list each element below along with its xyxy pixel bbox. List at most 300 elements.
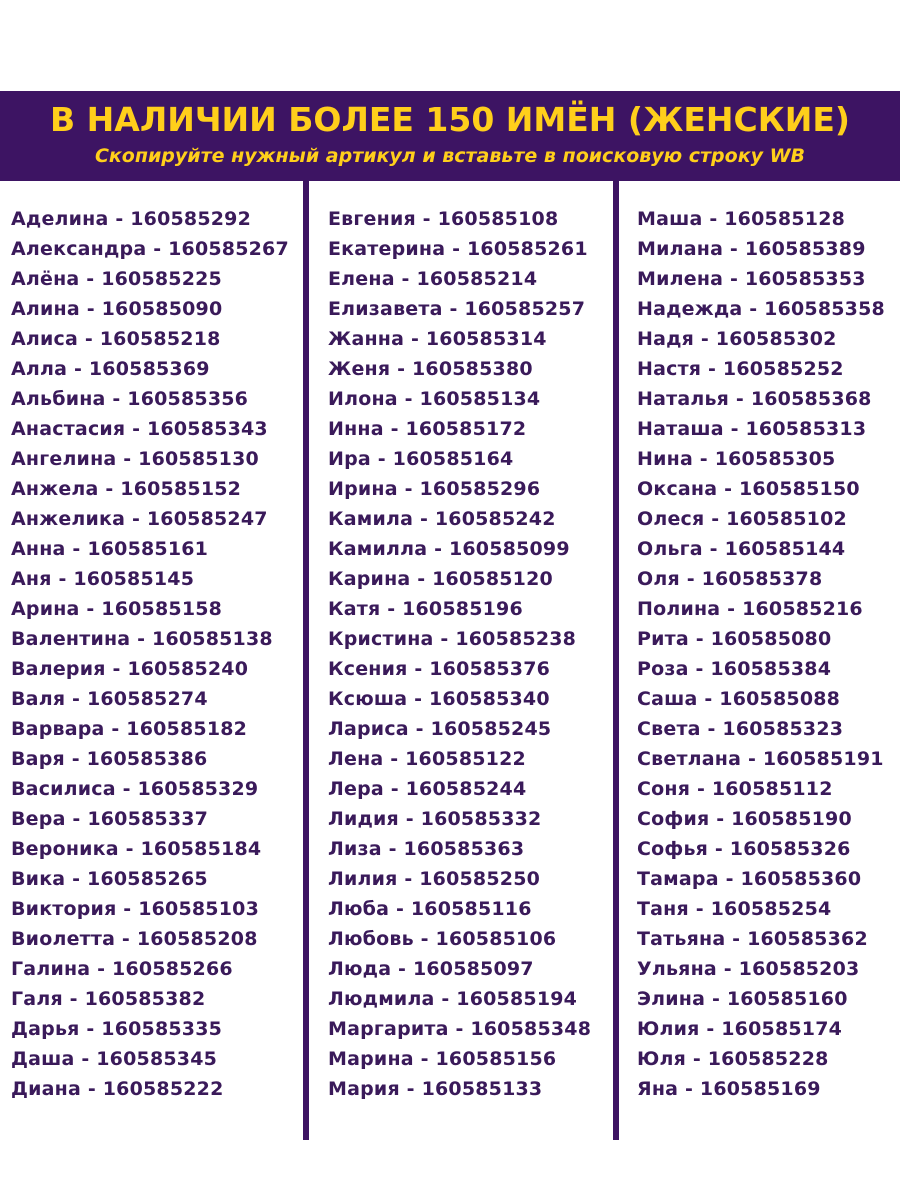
list-item: [637, 414, 885, 444]
separator: -: [415, 208, 438, 230]
separator: -: [125, 418, 148, 440]
list-item: [637, 204, 885, 234]
separator: -: [717, 478, 739, 500]
list-item: [11, 504, 289, 534]
list-item: [11, 834, 289, 864]
list-item: [637, 684, 885, 714]
list-item: [11, 444, 289, 474]
list-item: [328, 774, 591, 804]
item-name: Алиса: [11, 328, 79, 350]
item-sku: 160585225: [101, 268, 222, 290]
item-name: Элина: [637, 988, 706, 1010]
item-name: Варя: [11, 748, 65, 770]
separator: -: [413, 508, 435, 530]
item-name: Лена: [328, 748, 384, 770]
list-item: [637, 834, 885, 864]
separator: -: [64, 748, 87, 770]
list-item: [637, 1044, 885, 1074]
item-name: Варвара: [11, 718, 105, 740]
separator: -: [720, 598, 743, 620]
list-item: [328, 294, 591, 324]
item-sku: 160585265: [87, 868, 208, 890]
item-sku: 160585329: [137, 778, 259, 800]
list-item: [11, 984, 289, 1014]
item-name: Саша: [637, 688, 698, 710]
separator: -: [398, 808, 421, 830]
item-sku: 160585368: [750, 388, 872, 410]
separator: -: [434, 988, 457, 1010]
item-sku: 160585194: [456, 988, 578, 1010]
separator: -: [397, 388, 420, 410]
item-name: Юлия: [637, 1018, 700, 1040]
item-sku: 160585184: [140, 838, 262, 860]
item-name: Маргарита: [328, 1018, 449, 1040]
item-name: Женя: [328, 358, 391, 380]
separator: -: [442, 298, 465, 320]
item-name: Елизавета: [328, 298, 443, 320]
item-sku: 160585245: [430, 718, 552, 740]
list-item: [637, 324, 885, 354]
separator: -: [105, 388, 128, 410]
separator: -: [79, 298, 102, 320]
item-sku: 160585323: [722, 718, 844, 740]
item-sku: 160585360: [740, 868, 862, 890]
item-name: Рита: [637, 628, 689, 650]
separator: -: [702, 538, 725, 560]
page-title: В НАЛИЧИИ БОЛЕЕ 150 ИМЁН (ЖЕНСКИЕ): [50, 100, 850, 139]
item-name: Илона: [328, 388, 398, 410]
separator: -: [90, 958, 113, 980]
item-name: Милена: [637, 268, 724, 290]
separator: -: [716, 958, 739, 980]
separator: -: [65, 538, 88, 560]
list-item: [637, 294, 885, 324]
item-name: Мария: [328, 1078, 400, 1100]
item-name: Василиса: [11, 778, 116, 800]
item-name: Виолетта: [11, 928, 116, 950]
item-name: Валя: [11, 688, 66, 710]
item-name: Лилия: [328, 868, 398, 890]
separator: -: [729, 388, 751, 410]
separator: -: [390, 358, 412, 380]
separator: -: [115, 778, 138, 800]
item-sku: 160585382: [84, 988, 206, 1010]
item-name: Карина: [328, 568, 411, 590]
item-name: Камилла: [328, 538, 428, 560]
item-name: Дарья: [11, 1018, 80, 1040]
item-name: Анна: [11, 538, 66, 560]
item-sku: 160585362: [747, 928, 868, 950]
separator: -: [389, 898, 411, 920]
list-item: [11, 1044, 289, 1074]
list-item: [11, 864, 289, 894]
list-item: [637, 624, 885, 654]
list-item: [11, 684, 289, 714]
list-item: [637, 864, 885, 894]
item-name: Аня: [11, 568, 52, 590]
item-sku: 160585337: [87, 808, 209, 830]
item-name: Катя: [328, 598, 381, 620]
item-sku: 160585120: [432, 568, 553, 590]
separator: -: [116, 898, 139, 920]
separator: -: [413, 1048, 436, 1070]
item-name: Светлана: [637, 748, 742, 770]
list-item: [328, 924, 591, 954]
list-item: [328, 444, 591, 474]
item-sku: 160585190: [731, 808, 852, 830]
list-item: [11, 804, 289, 834]
item-name: Ира: [328, 448, 371, 470]
list-item: [328, 594, 591, 624]
item-name: Яна: [637, 1078, 679, 1100]
item-sku: 160585134: [419, 388, 541, 410]
item-name: Олеся: [637, 508, 705, 530]
item-sku: 160585169: [699, 1078, 821, 1100]
separator: -: [688, 898, 711, 920]
separator: -: [692, 448, 715, 470]
item-name: Люба: [328, 898, 390, 920]
separator: -: [723, 238, 745, 260]
list-item: [637, 744, 885, 774]
item-sku: 160585108: [437, 208, 559, 230]
list-item: [328, 894, 591, 924]
item-name: Света: [637, 718, 701, 740]
item-name: Алёна: [11, 268, 80, 290]
item-sku: 160585250: [419, 868, 541, 890]
item-sku: 160585191: [762, 748, 884, 770]
item-name: Вика: [11, 868, 66, 890]
item-name: Маша: [637, 208, 703, 230]
separator: -: [65, 688, 87, 710]
item-name: Инна: [328, 418, 384, 440]
list-item: [637, 234, 885, 264]
item-sku: 160585103: [138, 898, 259, 920]
list-item: [11, 774, 289, 804]
item-name: Альбина: [11, 388, 106, 410]
item-name: Лидия: [328, 808, 399, 830]
separator: -: [433, 628, 456, 650]
list-item: [328, 534, 591, 564]
item-sku: 160585380: [412, 358, 533, 380]
list-item: [328, 684, 591, 714]
list-item: [328, 204, 591, 234]
separator: -: [413, 928, 436, 950]
item-sku: 160585208: [136, 928, 258, 950]
item-sku: 160585376: [429, 658, 551, 680]
item-name: Софья: [637, 838, 709, 860]
separator: -: [723, 418, 746, 440]
separator: -: [410, 568, 433, 590]
separator: -: [125, 508, 147, 530]
list-item: [637, 534, 885, 564]
item-name: Наталья: [637, 388, 730, 410]
item-sku: 160585174: [721, 1018, 843, 1040]
item-sku: 160585369: [88, 358, 210, 380]
item-name: Соня: [637, 778, 691, 800]
item-sku: 160585156: [435, 1048, 557, 1070]
item-sku: 160585238: [455, 628, 577, 650]
separator: -: [370, 448, 393, 470]
separator: -: [146, 238, 169, 260]
separator: -: [383, 748, 406, 770]
list-item: [328, 324, 591, 354]
separator: -: [51, 568, 74, 590]
item-name: София: [637, 808, 710, 830]
list-item: [11, 414, 289, 444]
item-name: Оксана: [637, 478, 718, 500]
separator: -: [741, 748, 763, 770]
list-item: [11, 594, 289, 624]
item-sku: 160585261: [466, 238, 588, 260]
separator: -: [718, 868, 741, 890]
item-sku: 160585099: [448, 538, 570, 560]
list-item: [11, 234, 289, 264]
item-name: Любовь: [328, 928, 414, 950]
item-sku: 160585389: [744, 238, 866, 260]
separator: -: [678, 1078, 700, 1100]
separator: -: [130, 628, 153, 650]
item-name: Надя: [637, 328, 695, 350]
list-item: [11, 354, 289, 384]
separator: -: [688, 658, 711, 680]
item-sku: 160585088: [719, 688, 841, 710]
list-item: [328, 474, 591, 504]
list-item: [328, 654, 591, 684]
item-sku: 160585182: [126, 718, 248, 740]
item-sku: 160585358: [764, 298, 885, 320]
page-subtitle: Скопируйте нужный артикул и вставьте в поисковую строку WB: [94, 145, 806, 167]
item-sku: 160585090: [101, 298, 223, 320]
item-sku: 160585216: [742, 598, 863, 620]
item-sku: 160585214: [416, 268, 538, 290]
item-name: Нина: [637, 448, 693, 470]
separator: -: [108, 208, 131, 230]
item-sku: 160585313: [745, 418, 867, 440]
list-item: [11, 204, 289, 234]
separator: -: [116, 448, 139, 470]
separator: -: [81, 1078, 103, 1100]
item-sku: 160585266: [112, 958, 233, 980]
list-item: [11, 954, 289, 984]
separator: -: [704, 508, 727, 530]
separator: -: [701, 358, 723, 380]
item-sku: 160585128: [724, 208, 846, 230]
separator: -: [394, 268, 417, 290]
separator: -: [67, 358, 89, 380]
item-sku: 160585296: [419, 478, 541, 500]
item-sku: 160585257: [464, 298, 586, 320]
item-sku: 160585172: [405, 418, 527, 440]
item-sku: 160585314: [425, 328, 547, 350]
list-item: [11, 564, 289, 594]
list-item: [11, 894, 289, 924]
item-name: Ангелина: [11, 448, 117, 470]
item-name: Милана: [637, 238, 724, 260]
separator: -: [709, 808, 732, 830]
item-sku: 160585247: [146, 508, 268, 530]
list-item: [328, 504, 591, 534]
item-sku: 160585152: [120, 478, 242, 500]
list-item: [637, 654, 885, 684]
item-sku: 160585133: [421, 1078, 543, 1100]
list-item: [637, 1014, 885, 1044]
separator: -: [383, 778, 406, 800]
item-sku: 160585102: [726, 508, 847, 530]
item-sku: 160585384: [710, 658, 832, 680]
item-sku: 160585343: [147, 418, 268, 440]
item-name: Алина: [11, 298, 80, 320]
item-sku: 160585292: [130, 208, 252, 230]
separator: -: [79, 598, 102, 620]
item-name: Валерия: [11, 658, 106, 680]
item-name: Полина: [637, 598, 721, 620]
item-sku: 160585203: [738, 958, 860, 980]
item-sku: 160585305: [714, 448, 836, 470]
separator: -: [391, 958, 413, 980]
list-item: [637, 714, 885, 744]
item-name: Евгения: [328, 208, 416, 230]
column-divider-right: [613, 181, 619, 1140]
item-name: Диана: [11, 1078, 82, 1100]
separator: -: [397, 478, 420, 500]
separator: -: [697, 688, 720, 710]
separator: -: [62, 988, 85, 1010]
list-item: [11, 384, 289, 414]
item-name: Екатерина: [328, 238, 446, 260]
list-item: [11, 624, 289, 654]
item-name: Арина: [11, 598, 80, 620]
separator: -: [407, 658, 430, 680]
names-column-2: [328, 204, 591, 1104]
separator: -: [98, 478, 121, 500]
header-banner: [0, 91, 900, 181]
item-sku: 160585222: [102, 1078, 224, 1100]
separator: -: [65, 868, 88, 890]
item-name: Татьяна: [637, 928, 726, 950]
item-sku: 160585196: [402, 598, 523, 620]
item-sku: 160585097: [412, 958, 534, 980]
item-name: Анастасия: [11, 418, 126, 440]
list-item: [11, 1014, 289, 1044]
list-item: [637, 594, 885, 624]
list-item: [637, 264, 885, 294]
item-sku: 160585122: [405, 748, 526, 770]
item-name: Александра: [11, 238, 147, 260]
separator: -: [105, 658, 128, 680]
separator: -: [708, 838, 730, 860]
list-item: [637, 924, 885, 954]
item-sku: 160585130: [138, 448, 259, 470]
item-sku: 160585274: [86, 688, 208, 710]
separator: -: [705, 988, 727, 1010]
item-name: Люда: [328, 958, 392, 980]
item-sku: 160585240: [127, 658, 249, 680]
item-sku: 160585144: [724, 538, 846, 560]
list-item: [11, 1074, 289, 1104]
list-item: [328, 414, 591, 444]
list-item: [637, 774, 885, 804]
list-item: [328, 234, 591, 264]
list-item: [328, 864, 591, 894]
item-name: Настя: [637, 358, 702, 380]
item-sku: 160585112: [711, 778, 833, 800]
list-item: [328, 564, 591, 594]
item-name: Алла: [11, 358, 68, 380]
separator: -: [65, 808, 88, 830]
item-sku: 160585228: [707, 1048, 829, 1070]
item-name: Юля: [637, 1048, 687, 1070]
item-sku: 160585116: [410, 898, 532, 920]
list-item: [328, 1074, 591, 1104]
separator: -: [381, 838, 404, 860]
list-item: [637, 984, 885, 1014]
item-name: Вера: [11, 808, 66, 830]
item-sku: 160585244: [405, 778, 527, 800]
item-name: Камила: [328, 508, 414, 530]
item-name: Ксюша: [328, 688, 408, 710]
separator: -: [115, 928, 137, 950]
item-sku: 160585356: [127, 388, 249, 410]
names-column-1: [11, 204, 289, 1104]
separator: -: [686, 1048, 708, 1070]
item-name: Ольга: [637, 538, 703, 560]
item-name: Кристина: [328, 628, 434, 650]
item-sku: 160585145: [73, 568, 195, 590]
item-name: Галя: [11, 988, 63, 1010]
item-name: Даша: [11, 1048, 75, 1070]
separator: -: [688, 628, 711, 650]
list-item: [11, 924, 289, 954]
item-name: Анжелика: [11, 508, 126, 530]
item-name: Вероника: [11, 838, 119, 860]
separator: -: [690, 778, 712, 800]
item-name: Тамара: [637, 868, 719, 890]
list-item: [637, 384, 885, 414]
list-item: [328, 834, 591, 864]
separator: -: [408, 718, 431, 740]
item-sku: 160585353: [744, 268, 866, 290]
item-sku: 160585164: [392, 448, 514, 470]
list-item: [328, 624, 591, 654]
item-name: Лиза: [328, 838, 382, 860]
item-name: Ирина: [328, 478, 398, 500]
separator: -: [399, 1078, 422, 1100]
item-name: Виктория: [11, 898, 117, 920]
item-sku: 160585161: [87, 538, 209, 560]
item-name: Лера: [328, 778, 384, 800]
item-name: Жанна: [328, 328, 405, 350]
item-sku: 160585378: [701, 568, 823, 590]
item-name: Оля: [637, 568, 680, 590]
item-name: Аделина: [11, 208, 109, 230]
list-item: [328, 984, 591, 1014]
item-name: Наташа: [637, 418, 724, 440]
separator: -: [723, 268, 745, 290]
item-sku: 160585160: [726, 988, 848, 1010]
list-item: [328, 1044, 591, 1074]
separator: -: [118, 838, 141, 860]
list-item: [328, 954, 591, 984]
item-sku: 160585158: [101, 598, 223, 620]
list-item: [637, 564, 885, 594]
item-sku: 160585363: [403, 838, 525, 860]
item-sku: 160585106: [435, 928, 557, 950]
item-name: Анжела: [11, 478, 99, 500]
item-sku: 160585242: [434, 508, 556, 530]
item-sku: 160585326: [729, 838, 851, 860]
separator: -: [699, 1018, 722, 1040]
separator: -: [427, 538, 449, 560]
